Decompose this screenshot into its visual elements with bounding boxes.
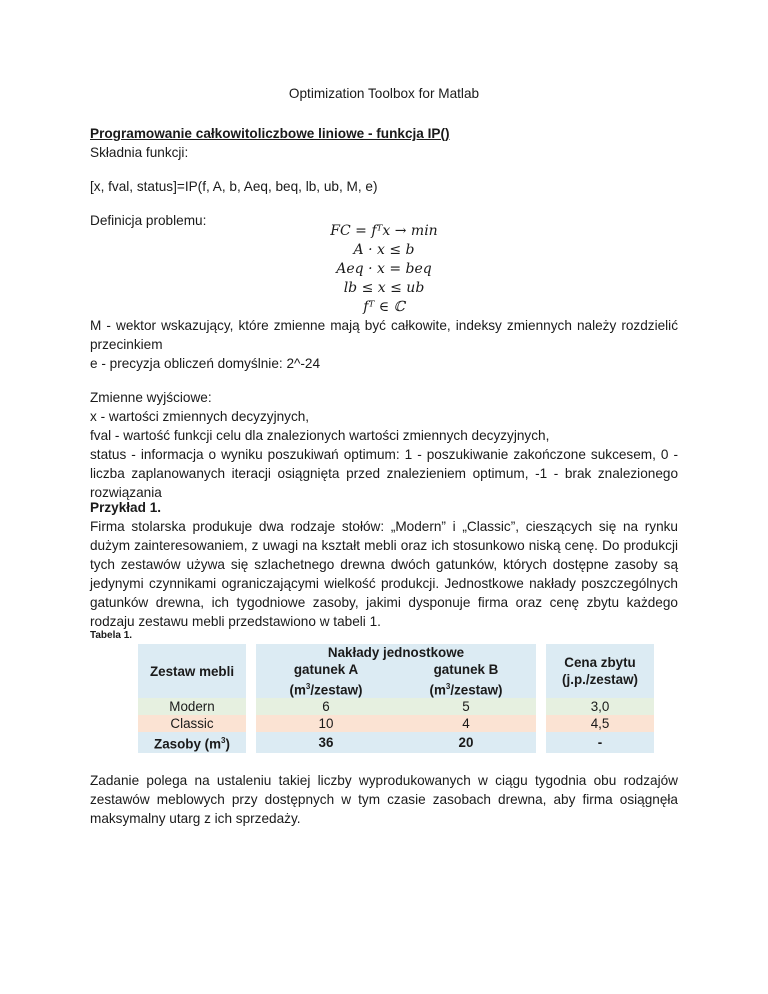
header-unit-b: $(m^3/zestaw)$ [429,682,503,698]
equation-bounds: lb ≤ x ≤ ub [343,280,425,296]
example-heading: Przykład 1. [90,500,162,515]
row-value-b: 4 [396,715,536,732]
syntax-line: [x, fval, status]=IP(f, A, b, Aeq, beq, lb, ub, M, e) [90,179,378,194]
row-value-a: 6 [256,698,396,715]
param-e-text: e - precyzja obliczeń domyślnie: 2^-24 [90,356,321,371]
equations-block [90,222,678,317]
header-group: Nakłady jednostkowe [327,645,465,660]
param-m-text: M - wektor wskazujący, które zmienne mają być całkowite, indeksy zmiennych należy rozdzielić przecinkiem [90,318,678,352]
row-price: 4,5 [546,715,654,732]
outputs-label: Zmienne wyjściowe: [90,390,212,405]
row-value-b: 5 [396,698,536,715]
equation-domain: fᵀ ∈ ℂ [363,299,405,315]
table-header-row [138,644,654,661]
header-species-a: gatunek A [293,662,359,677]
header-unit-a: $(m^3/zestaw)$ [289,682,363,698]
row-name: Classic [138,715,246,732]
header-price-line2: (j.p./zestaw) [562,672,638,688]
equation-objective: FC = fᵀx → min [330,223,438,239]
closing-paragraph: Zadanie polega na ustaleniu takiej liczby wyprodukowanych w ciągu tygodnia obu rodzajów zestawów meblowych przy dostępnych w tym czasie zasobach drewna, aby firma osiągnęła maksymalny utarg z ich sprzedaży. [90,773,678,826]
resources-table [138,644,654,753]
table-row [138,715,654,732]
table-row [138,698,654,715]
row-value-a: 10 [256,715,396,732]
problem-label: Definicja problemu: [90,213,207,228]
row-name: Modern [138,698,246,715]
resources-a: 36 [256,732,396,752]
header-set: Zestaw mebli [149,663,235,679]
output-x: x - wartości zmiennych decyzyjnych, [90,409,310,424]
table-resources-row [138,732,654,752]
output-status: status - informacja o wyniku poszukiwań optimum: 1 - poszukiwanie zakończone sukcesem, 0 - liczba zaplanowanych iteracji osiągnięta przed znalezieniem optimum, -1 - brak znalezionego rozwiązania [90,447,678,500]
output-fval: fval - wartość funkcji celu dla znalezionych wartości zmiennych decyzyjnych, [90,428,550,443]
table-caption: Tabela 1. [90,630,133,641]
resources-b: 20 [396,732,536,752]
equation-equality: Aeq · x = beq [336,261,432,277]
resources-price: - [546,732,654,752]
equation-inequality: A · x ≤ b [353,242,415,258]
row-price: 3,0 [546,698,654,715]
example-paragraph: Firma stolarska produkuje dwa rodzaje stołów: „Modern” i „Classic”, cieszących się na rynku dużym zainteresowaniem, z uwagi na kształt mebli oraz ich stosunkowo niską cenę. Do produkcji tych zestawów używa się szlachetnego drewna dwóch gatunków, których dostępne zasoby są jedynymi czynnikami ograniczającymi wielkość produkcji. Jednostkowe nakłady poszczególnych gatunków drewna, ich tygodniowe zasoby, jakimi dysponuje firma oraz cenę zbytu każdego rodzaju zestawu mebli przedstawiono w tabeli 1. [90,519,678,629]
section-heading: Programowanie całkowitoliczbowe liniowe - funkcja IP() [90,126,450,141]
syntax-label: Składnia funkcji: [90,145,189,160]
document-title: Optimization Toolbox for Matlab [288,86,480,101]
header-price [546,644,654,698]
header-price-line1: Cena zbytu [564,655,636,671]
resources-label: Zasoby $(m^3)$ [138,732,246,752]
header-species-b: gatunek B [433,662,499,677]
